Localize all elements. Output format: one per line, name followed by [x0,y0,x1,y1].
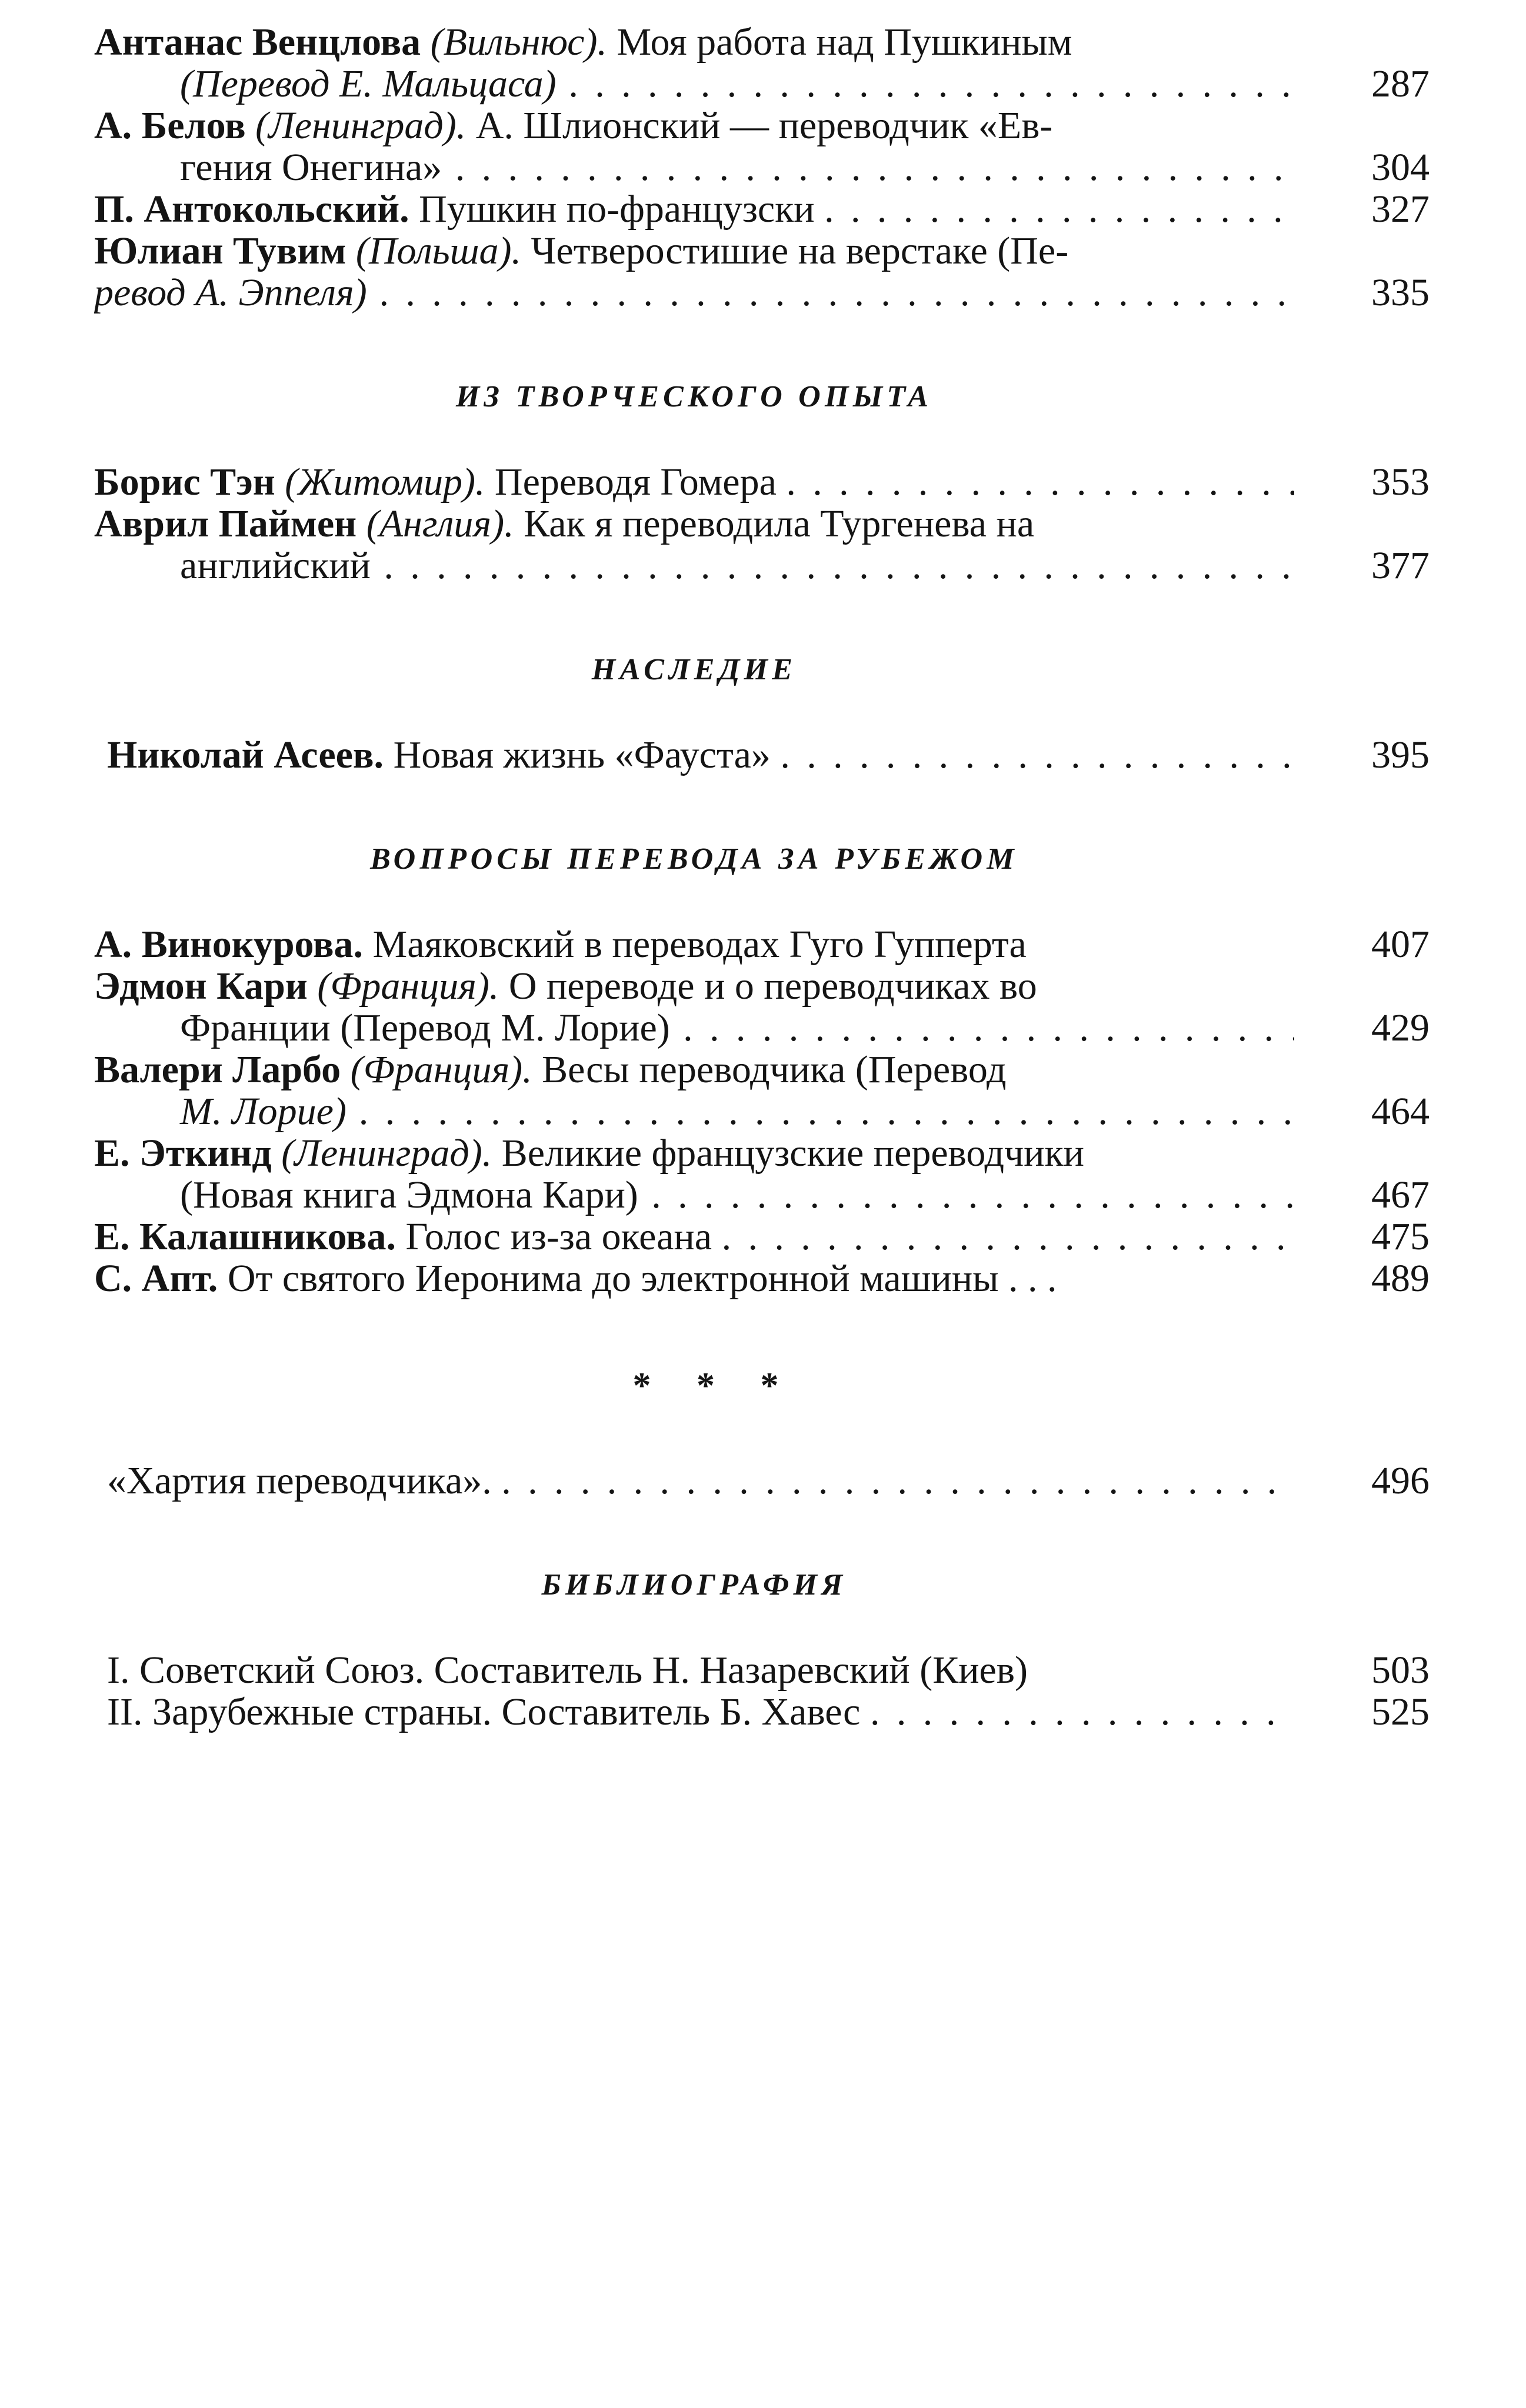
toc-entry [94,105,1430,188]
entry-place: (Вильнюс). [430,21,607,64]
entry-title: Переводя Гомера [494,461,777,503]
page-number: 503 [1371,1649,1430,1692]
page-number: 395 [1371,733,1430,776]
page-number: 377 [1371,544,1430,587]
entry-title: О переводе и о переводчиках во [508,965,1037,1008]
section-heading-creative: ИЗ ТВОРЧЕСКОГО ОПЫТА [455,380,933,413]
entry-continuation: М. Лорие) . . . [180,1090,1294,1132]
page-number: 489 [1371,1257,1430,1300]
page-number: 475 [1371,1215,1430,1258]
section-heading-abroad: ВОПРОСЫ ПЕРЕВОДА ЗА РУБЕЖОМ [370,842,1018,876]
page-number: 429 [1371,1006,1430,1049]
page-number: 407 [1371,923,1430,966]
entry-place: (Ленинград). [281,1132,492,1175]
toc-entry [94,230,1430,313]
entry-title: II. Зарубежные страны. Составитель Б. Хавес [107,1691,861,1733]
entry-title: Пушкин по-французски [419,188,815,230]
entry-title: Четверостишие на верстаке (Пе- [531,229,1069,272]
entry-author: С. Апт. [94,1258,218,1299]
entry-title: Великие французские переводчики [501,1132,1084,1175]
entry-author: Е. Калашникова. [94,1216,397,1258]
section-separator: * * * [632,1366,797,1406]
toc-entry [94,965,1430,1049]
toc-entry [94,734,1430,776]
page-number: 335 [1371,271,1430,314]
toc-entry [94,461,1430,503]
entry-author: Юлиан Тувим [94,229,346,272]
toc-entry [94,1132,1430,1216]
entry-author: Аврил Паймен [94,502,357,545]
entries-block-1 [94,21,1430,313]
entry-place: (Ленинград). [255,104,467,147]
entry-title: I. Советский Союз. Составитель Н. Назаревский (Киев) [107,1649,1028,1691]
toc-entry [94,21,1430,105]
toc-entry [94,503,1430,586]
page-number: 464 [1371,1090,1430,1133]
page-number: 496 [1371,1459,1430,1502]
entry-continuation: Франции (Перевод М. Лорие) . . . [180,1007,1294,1049]
page-number: 467 [1371,1173,1430,1216]
entries-block-5 [94,1460,1430,1502]
entry-author: П. Антокольский. [94,188,409,230]
section-heading-bibliography: БИБЛИОГРАФИЯ [541,1568,847,1602]
entry-place: (Англия). [366,502,514,545]
entry-author: Валери Ларбо [94,1048,341,1091]
entry-place: (Франция). [317,965,499,1008]
entry-continuation: английский . . . [180,545,1294,586]
entry-title: Моя работа над Пушкиным [617,21,1072,64]
page-number: 287 [1371,62,1430,105]
toc-entry [94,188,1430,230]
entry-title: От святого Иеронима до электронной машины . . . [227,1258,1057,1299]
section-heading-heritage: НАСЛЕДИЕ [591,653,797,686]
toc-entry [94,1216,1430,1258]
entry-author: А. Белов [94,104,246,147]
entry-title: Маяковский в переводах Гуго Гупперта [372,923,1027,965]
entry-author: Борис Тэн [94,461,275,503]
entry-title: Как я переводила Тургенева на [524,502,1035,545]
page-number: 327 [1371,188,1430,231]
page-number: 525 [1371,1690,1430,1733]
entry-continuation: (Новая книга Эдмона Кари) . . . [180,1174,1294,1216]
entry-author: Николай Асеев. [107,734,384,776]
entry-place: (Франция). [350,1048,532,1091]
page-number: 353 [1371,461,1430,503]
entry-author: Эдмон Кари [94,965,308,1008]
table-of-contents [94,21,1430,1733]
toc-entry [94,1049,1430,1132]
toc-entry [94,1691,1430,1733]
entry-title: А. Шлионский — переводчик «Ев- [475,104,1053,147]
toc-entry [94,1460,1430,1502]
entry-place: (Польша). [355,229,522,272]
entry-continuation: гения Онегина» . . . [180,146,1294,188]
entry-continuation: ревод А. Эппеля) . . . [94,272,1294,313]
entries-block-4 [94,923,1430,1299]
entry-title: Весы переводчика (Перевод [542,1048,1007,1091]
toc-entry [94,1258,1430,1299]
page-number: 304 [1371,146,1430,189]
entry-title: «Хартия переводчика». [107,1460,492,1502]
entry-title: Новая жизнь «Фауста» [393,734,771,776]
entry-author: Антанас Венцлова [94,21,421,64]
entry-place: (Житомир). [285,461,485,503]
entry-continuation: (Перевод Е. Мальцаса) . . . [180,63,1294,105]
entries-block-2 [94,461,1430,586]
entry-author: Е. Эткинд [94,1132,272,1175]
entries-block-3 [94,734,1430,776]
entries-block-6 [94,1649,1430,1733]
toc-entry [94,1649,1430,1691]
entry-author: А. Винокурова. [94,923,364,965]
entry-title: Голос из-за океана [405,1216,712,1258]
toc-entry [94,923,1430,965]
